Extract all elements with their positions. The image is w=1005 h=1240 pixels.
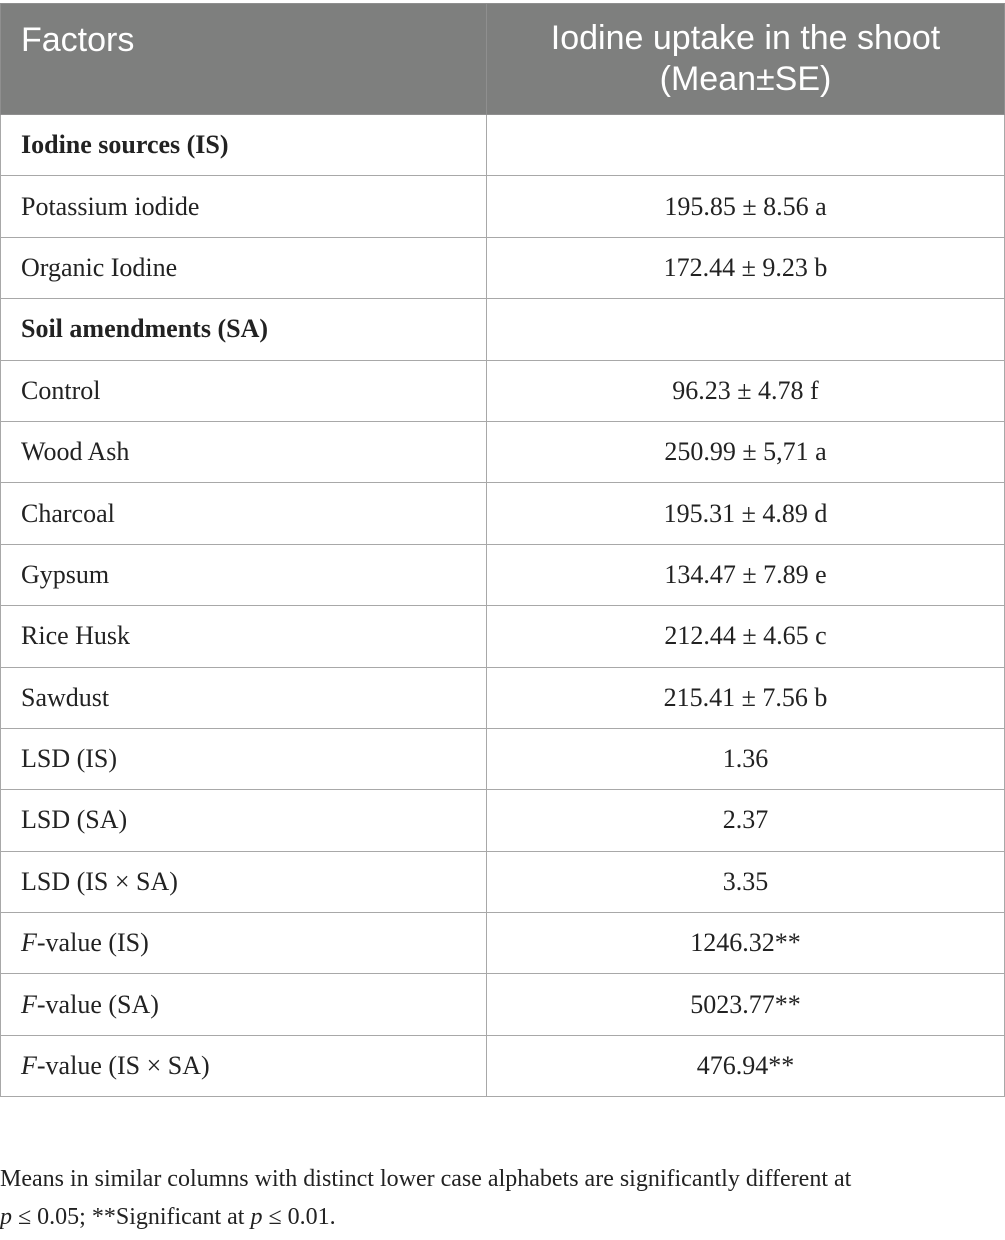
factor-cell: Rice Husk bbox=[1, 606, 487, 667]
value-cell: 195.85 ± 8.56 a bbox=[487, 176, 1005, 237]
factor-cell: Wood Ash bbox=[1, 421, 487, 482]
footnote-significance-05: ≤ 0.05; **Significant at bbox=[12, 1204, 251, 1230]
value-cell: 1.36 bbox=[487, 728, 1005, 789]
header-uptake-line2: (Mean±SE) bbox=[659, 60, 832, 98]
factor-label: -value (SA) bbox=[36, 989, 159, 1019]
value-cell: 134.47 ± 7.89 e bbox=[487, 544, 1005, 605]
factor-cell bbox=[1, 913, 487, 974]
footnote-line2 bbox=[0, 1198, 1000, 1236]
factor-cell bbox=[1, 974, 487, 1035]
factor-cell: Gypsum bbox=[1, 544, 487, 605]
header-factors: Factors bbox=[1, 4, 487, 115]
table-row bbox=[1, 544, 1005, 605]
value-cell: 1246.32** bbox=[487, 913, 1005, 974]
header-uptake-line1: Iodine uptake in the shoot bbox=[550, 19, 941, 57]
factor-cell: Control bbox=[1, 360, 487, 421]
value-cell bbox=[487, 299, 1005, 360]
factor-label: -value (IS) bbox=[36, 928, 149, 958]
factor-cell bbox=[1, 1035, 487, 1096]
factor-cell: Sawdust bbox=[1, 667, 487, 728]
table-row bbox=[1, 176, 1005, 237]
footnote-significance-01: ≤ 0.01. bbox=[262, 1204, 336, 1230]
footnote-p-symbol: p bbox=[250, 1204, 263, 1230]
value-cell: 476.94** bbox=[487, 1035, 1005, 1096]
table-row bbox=[1, 237, 1005, 298]
f-symbol: F bbox=[21, 1051, 37, 1081]
factor-cell: Potassium iodide bbox=[1, 176, 487, 237]
value-cell: 5023.77** bbox=[487, 974, 1005, 1035]
table-group-row bbox=[1, 115, 1005, 176]
footnote-p-symbol: p bbox=[0, 1204, 12, 1230]
table-row bbox=[1, 483, 1005, 544]
table-footnote bbox=[0, 1160, 1000, 1236]
table-row bbox=[1, 606, 1005, 667]
table-row bbox=[1, 360, 1005, 421]
table-row bbox=[1, 851, 1005, 912]
factor-cell: LSD (SA) bbox=[1, 790, 487, 851]
factor-cell: Organic Iodine bbox=[1, 237, 487, 298]
f-symbol: F bbox=[21, 928, 37, 958]
factor-cell: LSD (IS) bbox=[1, 728, 487, 789]
table-group-row bbox=[1, 299, 1005, 360]
value-cell: 195.31 ± 4.89 d bbox=[487, 483, 1005, 544]
table-row bbox=[1, 974, 1005, 1035]
header-iodine-uptake bbox=[487, 4, 1005, 115]
value-cell: 2.37 bbox=[487, 790, 1005, 851]
iodine-uptake-table bbox=[0, 3, 1005, 1097]
group-label-cell: Iodine sources (IS) bbox=[1, 115, 487, 176]
table-row bbox=[1, 1035, 1005, 1096]
f-symbol: F bbox=[21, 989, 37, 1019]
value-cell: 215.41 ± 7.56 b bbox=[487, 667, 1005, 728]
table-row bbox=[1, 421, 1005, 482]
factor-label: -value (IS × SA) bbox=[36, 1051, 210, 1081]
table-row bbox=[1, 667, 1005, 728]
group-label-cell: Soil amendments (SA) bbox=[1, 299, 487, 360]
value-cell bbox=[487, 115, 1005, 176]
value-cell: 250.99 ± 5,71 a bbox=[487, 421, 1005, 482]
table-row bbox=[1, 790, 1005, 851]
factor-cell: LSD (IS × SA) bbox=[1, 851, 487, 912]
header-row bbox=[1, 4, 1005, 115]
value-cell: 96.23 ± 4.78 f bbox=[487, 360, 1005, 421]
value-cell: 172.44 ± 9.23 b bbox=[487, 237, 1005, 298]
value-cell: 3.35 bbox=[487, 851, 1005, 912]
table-row bbox=[1, 728, 1005, 789]
footnote-line1: Means in similar columns with distinct lower case alphabets are significantly different at bbox=[0, 1166, 852, 1192]
value-cell: 212.44 ± 4.65 c bbox=[487, 606, 1005, 667]
table-row bbox=[1, 913, 1005, 974]
factor-cell: Charcoal bbox=[1, 483, 487, 544]
table-body bbox=[1, 115, 1005, 1097]
